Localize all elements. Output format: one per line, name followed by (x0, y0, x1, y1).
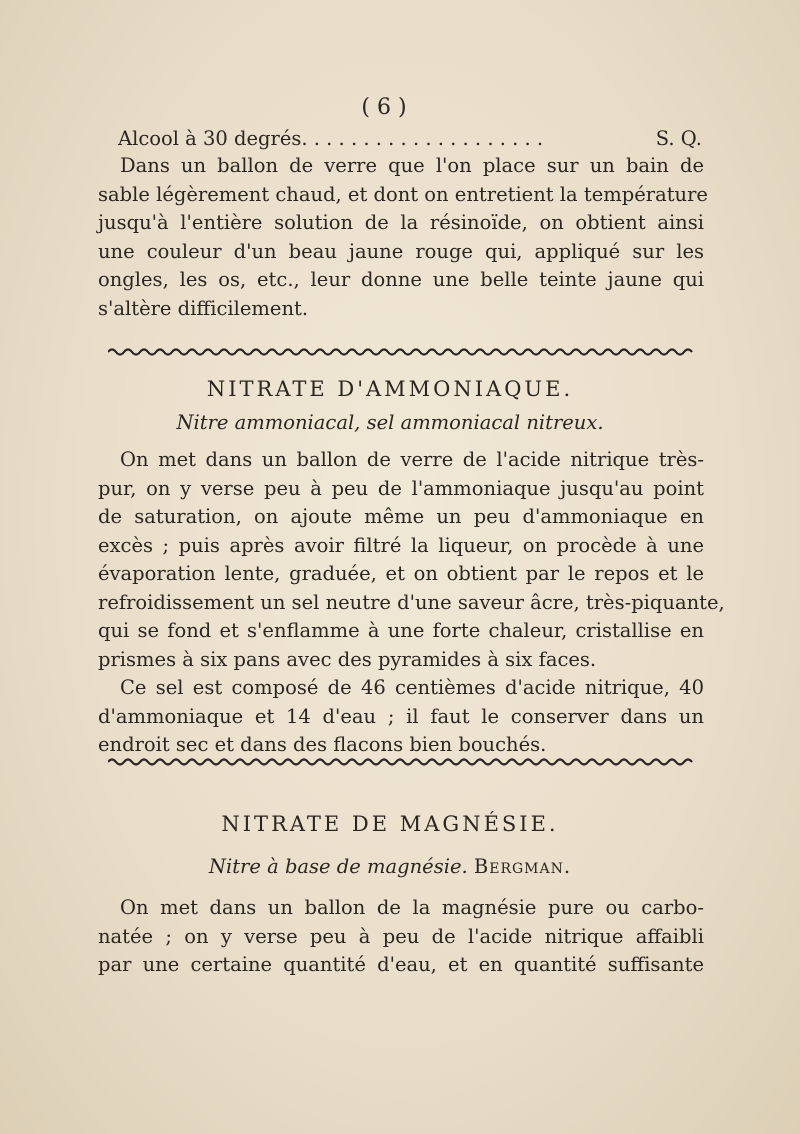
section-paragraph (98, 894, 704, 980)
text-line: prismes à six pans avec des pyramides à six faces. (98, 647, 597, 671)
page-number: ( 6 ) (361, 95, 407, 120)
section-subtitle: Nitre ammoniacal, sel ammoniacal nitreux. (176, 411, 604, 434)
ornamental-divider (108, 757, 694, 767)
subtitle-text: Nitre à base de magnésie. (208, 855, 468, 878)
text-line: de saturation, on ajoute même un peu d'ammoniaque en (98, 505, 704, 528)
text-line: ongles, les os, etc., leur donne une belle teinte jaune qui (98, 268, 704, 291)
ingredient-quantity: S. Q. (655, 127, 702, 150)
text-line: sable légèrement chaud, et dont on entretient la température (98, 182, 708, 206)
text-line: qui se fond et s'enflamme à une forte chaleur, cristallise en (98, 619, 704, 642)
text-line: d'ammoniaque et 14 d'eau ; il faut le conserver dans un (98, 704, 704, 728)
text-line: pur, on y verse peu à peu de l'ammoniaque jusqu'au point (98, 476, 704, 500)
text-line: évaporation lente, graduée, et on obtient par le repos et le (98, 562, 704, 585)
text-line: On met dans un ballon de verre de l'acide nitrique très- (120, 448, 704, 471)
ingredient-label: Alcool à 30 degrés. . . . . . . . . . . . . . . . . . . . (118, 127, 544, 150)
text-line: refroidissement un sel neutre d'une saveur âcre, très-piquante, (98, 590, 725, 614)
text-line: Dans un ballon de verre que l'on place sur un bain de (120, 154, 704, 177)
author-name: Bergman. (473, 855, 572, 878)
section-subtitle (0, 855, 780, 878)
text-line: jusqu'à l'entière solution de la résinoïde, on obtient ainsi (98, 211, 704, 234)
section-title: NITRATE D'AMMONIAQUE. (206, 377, 574, 401)
text-line: s'altère difficilement. (98, 296, 309, 320)
text-line: une couleur d'un beau jaune rouge qui, appliqué sur les (98, 239, 704, 263)
text-line: excès ; puis après avoir filtré la liqueur, on procède à une (98, 533, 704, 557)
ornamental-divider (108, 347, 694, 357)
text-line: natée ; on y verse peu à peu de l'acide nitrique affaibli (98, 924, 704, 948)
text-line: par une certaine quantité d'eau, et en quantité suffisante (98, 953, 704, 976)
section-paragraph (98, 446, 725, 674)
text-line: Ce sel est composé de 46 centièmes d'acide nitrique, 40 (120, 676, 704, 699)
text-line: endroit sec et dans des flacons bien bouchés. (98, 733, 547, 756)
section-paragraph (98, 674, 704, 760)
recipe-ingredient-line (118, 127, 702, 150)
text-line: On met dans un ballon de la magnésie pure ou carbo- (120, 896, 704, 919)
intro-paragraph (98, 152, 708, 323)
section-title: NITRATE DE MAGNÉSIE. (221, 812, 559, 836)
